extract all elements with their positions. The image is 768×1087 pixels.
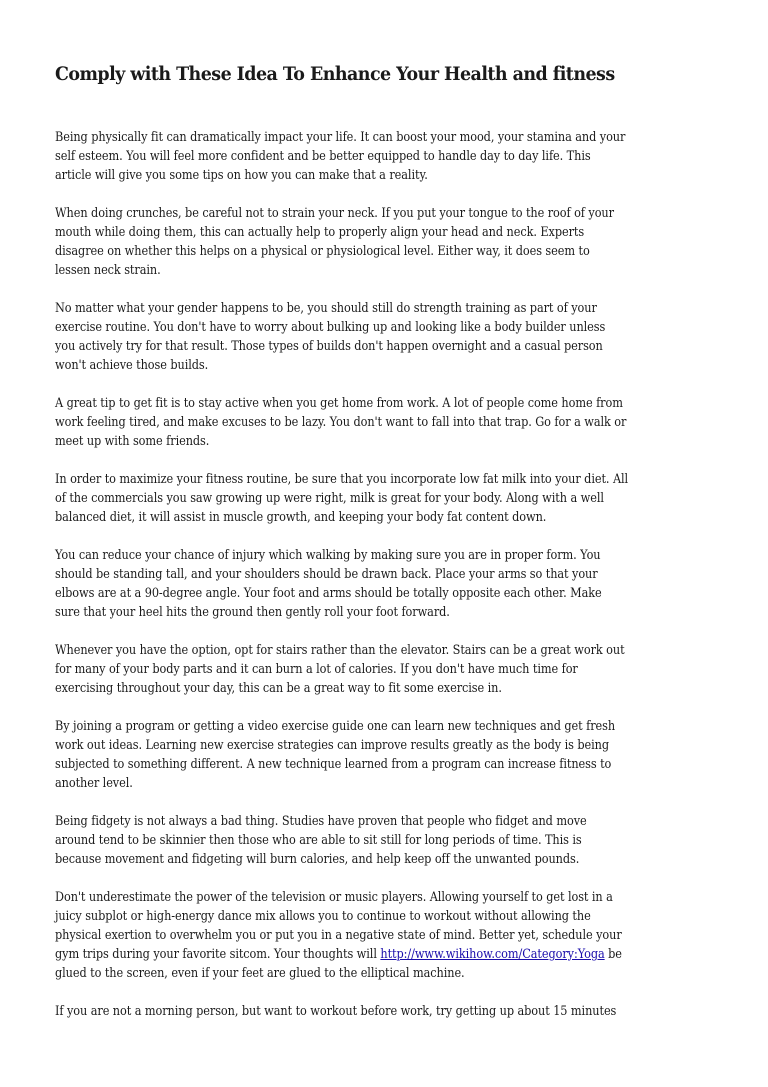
text-line: glued to the screen, even if your feet are glued to the elliptical machine. xyxy=(55,966,465,981)
document-body xyxy=(55,128,725,1021)
paragraph xyxy=(55,394,725,451)
text-line: exercise routine. You don't have to worry about bulking up and looking like a body builder unless xyxy=(55,320,606,335)
text-line: elbows are at a 90-degree angle. Your foot and arms should be totally opposite each other. Make xyxy=(55,586,602,601)
text-line: mouth while doing them, this can actually help to properly align your head and neck. Experts xyxy=(55,225,585,240)
text-line: article will give you some tips on how you can make that a reality. xyxy=(55,168,428,183)
paragraph xyxy=(55,717,725,793)
text-line: By joining a program or getting a video exercise guide one can learn new techniques and get fresh xyxy=(55,719,616,734)
text-line: around tend to be skinnier then those who are able to sit still for long periods of time. This is xyxy=(55,833,582,848)
text-line: If you are not a morning person, but want to workout before work, try getting up about 15 minutes xyxy=(55,1004,617,1019)
text-segment: be xyxy=(604,947,622,962)
paragraph xyxy=(55,299,725,375)
wikihow-yoga-link[interactable]: http://www.wikihow.com/Category:Yoga xyxy=(380,947,605,962)
text-line: Being physically fit can dramatically impact your life. It can boost your mood, your stamina and your xyxy=(55,130,626,145)
paragraph xyxy=(55,128,725,185)
text-line: disagree on whether this helps on a physical or physiological level. Either way, it does seem to xyxy=(55,244,590,259)
text-line: subjected to something different. A new technique learned from a program can increase fitness to xyxy=(55,757,612,772)
paragraph xyxy=(55,641,725,698)
text-line: When doing crunches, be careful not to strain your neck. If you put your tongue to the roof of your xyxy=(55,206,614,221)
paragraph xyxy=(55,546,725,622)
text-line: work feeling tired, and make excuses to be lazy. You don't want to fall into that trap. Go for a walk or xyxy=(55,415,627,430)
text-line: sure that your heel hits the ground then gently roll your foot forward. xyxy=(55,605,450,620)
text-line: meet up with some friends. xyxy=(55,434,210,449)
text-line: Being fidgety is not always a bad thing. Studies have proven that people who fidget and move xyxy=(55,814,587,829)
text-line: won't achieve those builds. xyxy=(55,358,209,373)
paragraph xyxy=(55,812,725,869)
text-line: self esteem. You will feel more confident and be better equipped to handle day to day life. This xyxy=(55,149,591,164)
text-segment: gym trips during your favorite sitcom. Your thoughts will xyxy=(55,947,381,962)
text-line: balanced diet, it will assist in muscle growth, and keeping your body fat content down. xyxy=(55,510,547,525)
text-line: No matter what your gender happens to be, you should still do strength training as part of your xyxy=(55,301,597,316)
text-line: lessen neck strain. xyxy=(55,263,161,278)
text-line: work out ideas. Learning new exercise strategies can improve results greatly as the body is being xyxy=(55,738,609,753)
text-line xyxy=(55,945,638,964)
paragraph xyxy=(55,204,725,280)
text-line: of the commercials you saw growing up were right, milk is great for your body. Along with a well xyxy=(55,491,604,506)
text-line: Whenever you have the option, opt for stairs rather than the elevator. Stairs can be a great work out xyxy=(55,643,625,658)
text-line: you actively try for that result. Those types of builds don't happen overnight and a casual person xyxy=(55,339,603,354)
text-line: should be standing tall, and your shoulders should be drawn back. Place your arms so that your xyxy=(55,567,598,582)
paragraph xyxy=(55,470,725,527)
paragraph xyxy=(55,1002,725,1021)
text-line: another level. xyxy=(55,776,133,791)
text-line: juicy subplot or high-energy dance mix allows you to continue to workout without allowing the xyxy=(55,909,591,924)
document-page xyxy=(55,60,725,1040)
text-line: In order to maximize your fitness routine, be sure that you incorporate low fat milk into your diet. All xyxy=(55,472,629,487)
text-line: Don't underestimate the power of the television or music players. Allowing yourself to get lost in a xyxy=(55,890,613,905)
text-line: A great tip to get fit is to stay active when you get home from work. A lot of people come home from xyxy=(55,396,623,411)
text-line: You can reduce your chance of injury which walking by making sure you are in proper form. You xyxy=(55,548,601,563)
text-line: physical exertion to overwhelm you or put you in a negative state of mind. Better yet, schedule your xyxy=(55,928,622,943)
document-title: Comply with These Idea To Enhance Your Health and fitness xyxy=(55,63,615,85)
text-line: for many of your body parts and it can burn a lot of calories. If you don't have much time for xyxy=(55,662,578,677)
paragraph xyxy=(55,888,725,983)
text-line: because movement and fidgeting will burn calories, and help keep off the unwanted pounds. xyxy=(55,852,580,867)
text-line: exercising throughout your day, this can be a great way to fit some exercise in. xyxy=(55,681,502,696)
